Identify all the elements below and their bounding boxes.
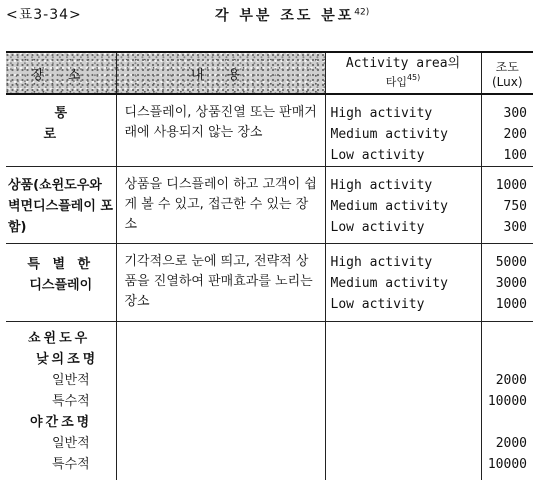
table-title-text: 각 부분 조도 분포 xyxy=(215,8,355,24)
content-cell: 디스플레이, 상품진열 또는 판매거래에 사용되지 않는 장소 xyxy=(116,94,325,167)
activity-cell xyxy=(325,94,481,167)
lux-high: 5000 xyxy=(495,255,527,270)
lux-cell xyxy=(481,94,533,167)
header-lux xyxy=(481,52,533,94)
place-cell: 상품(쇼윈도우와 벽면디스플레이 포함) xyxy=(6,167,116,244)
lux-medium: 200 xyxy=(503,127,527,142)
lux-day-general: 2000 xyxy=(495,373,527,388)
activity-medium: Medium activity xyxy=(330,199,448,214)
activity-cell xyxy=(325,322,481,481)
place-cell xyxy=(6,244,116,322)
day-general-label: 일반적 xyxy=(52,373,90,388)
header-activity-line2 xyxy=(326,71,481,89)
lux-night-special: 10000 xyxy=(487,457,527,472)
lux-high: 1000 xyxy=(495,178,527,193)
activity-high: High activity xyxy=(330,106,433,121)
header-activity xyxy=(325,52,481,94)
showwindow-heading: 쇼윈도우 xyxy=(28,331,91,346)
activity-cell xyxy=(325,167,481,244)
place-line2: 디스플레이 xyxy=(29,278,93,293)
night-special-label: 특수적 xyxy=(52,457,90,472)
header-content-label: 내 용 xyxy=(190,67,251,83)
place-line1: 특 별 한 xyxy=(27,257,95,272)
lux-low: 100 xyxy=(503,148,527,163)
lux-low: 300 xyxy=(503,220,527,235)
lux-low: 1000 xyxy=(495,297,527,312)
daytime-heading: 낮의조명 xyxy=(36,352,99,367)
lux-night-general: 2000 xyxy=(495,436,527,451)
lux-medium: 3000 xyxy=(495,276,527,291)
activity-medium: Medium activity xyxy=(330,127,448,142)
activity-low: Low activity xyxy=(330,297,425,312)
nighttime-heading: 야간조명 xyxy=(30,415,93,430)
activity-low: Low activity xyxy=(330,148,425,163)
header-row xyxy=(6,52,533,94)
header-activity-footnote: 45) xyxy=(406,72,421,82)
night-general-label: 일반적 xyxy=(52,436,90,451)
header-activity-line1: Activity area의 xyxy=(345,55,461,71)
day-special-label: 특수적 xyxy=(52,394,90,409)
content-cell xyxy=(116,322,325,481)
activity-high: High activity xyxy=(330,255,433,270)
content-cell: 상품을 디스플레이 하고 고객이 쉽게 볼 수 있고, 접근한 수 있는 장소 xyxy=(116,167,325,244)
place-cell: 통 로 xyxy=(6,94,116,167)
illuminance-table xyxy=(6,51,533,480)
lux-cell xyxy=(481,244,533,322)
activity-low: Low activity xyxy=(330,220,425,235)
table-row xyxy=(6,94,533,167)
title-footnote-ref: 42) xyxy=(354,7,370,18)
lux-day-special: 10000 xyxy=(487,394,527,409)
header-activity-type: 타입 xyxy=(385,75,407,89)
activity-medium: Medium activity xyxy=(330,276,448,291)
table-title xyxy=(215,5,369,25)
header-lux-label: 조도(Lux) xyxy=(491,59,523,89)
header-place xyxy=(6,52,116,94)
lux-cell xyxy=(481,322,533,481)
table-caption: <표3-34> xyxy=(6,7,82,23)
header-place-label: 장 소 xyxy=(31,67,91,83)
lux-cell xyxy=(481,167,533,244)
table-row xyxy=(6,167,533,244)
content-cell: 기각적으로 눈에 띄고, 전략적 상품을 진열하여 판매효과를 노리는 장소 xyxy=(116,244,325,322)
table-row xyxy=(6,244,533,322)
activity-cell xyxy=(325,244,481,322)
lux-medium: 750 xyxy=(503,199,527,214)
table-row xyxy=(6,322,533,481)
lux-high: 300 xyxy=(503,106,527,121)
header-content xyxy=(116,52,325,94)
activity-high: High activity xyxy=(330,178,433,193)
place-cell xyxy=(6,322,116,481)
